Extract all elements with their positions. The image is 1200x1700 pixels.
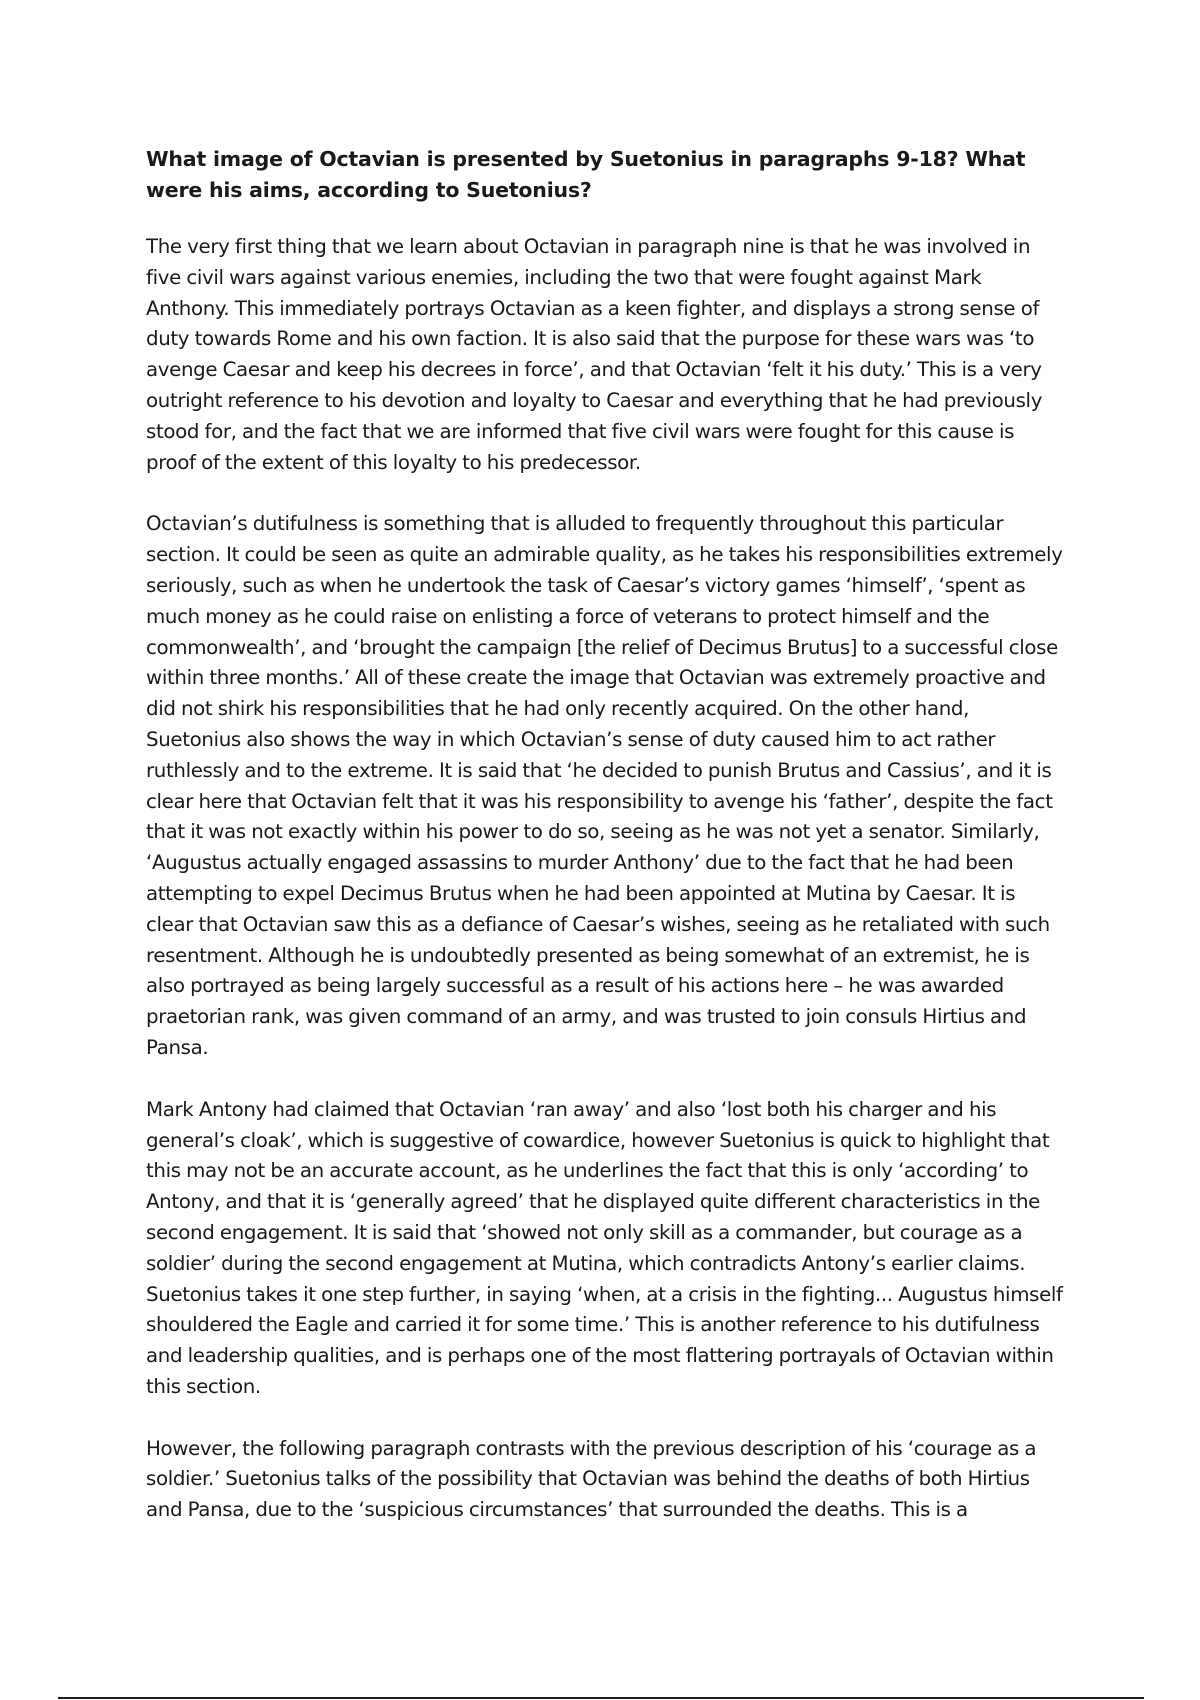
essay-question-heading: What image of Octavian is presented by Suetonius in paragraphs 9-18? What were his aims, according to Suetonius? (146, 147, 1026, 202)
paragraph-2: Octavian’s dutifulness is something that is alluded to frequently throughout this particular section. It could be seen as quite an admirable quality, as he takes his responsibilities extremely seriously, such as when he undertook the task of Caesar’s victory games ‘himself’, ‘spent as much money as he could raise on enlisting a force of veterans to protect himself and the commonwealth’, and ‘brought the campaign [the relief of Decimus Brutus] to a successful close within three months.’ All of these create the image that Octavian was extremely proactive and did not shirk his responsibilities that he had only recently acquired. On the other hand, Suetonius also shows the way in which Octavian’s sense of duty caused him to act rather ruthlessly and to the extreme. It is said that ‘he decided to punish Brutus and Cassius’, and it is clear here that Octavian felt that it was his responsibility to avenge his ‘father’, despite the fact that it was not exactly within his power to do so, seeing as he was not yet a senator. Similarly, ‘Augustus actually engaged assassins to murder Anthony’ due to the fact that he had been attempting to expel Decimus Brutus when he had been appointed at Mutina by Caesar. It is clear that Octavian saw this as a defiance of Caesar’s wishes, seeing as he retaliated with such resentment. Although he is undoubtedly presented as being somewhat of an extremist, he is also portrayed as being largely successful as a result of his actions here – he was awarded praetorian rank, was given command of an army, and was trusted to join consuls Hirtius and Pansa. (146, 512, 1063, 1059)
paragraph-3: Mark Antony had claimed that Octavian ‘ran away’ and also ‘lost both his charger and his general’s cloak’, which is suggestive of cowardice, however Suetonius is quick to highlight that this may not be an accurate account, as he underlines the fact that this is only ‘according’ to Antony, and that it is ‘generally agreed’ that he displayed quite different characteristics in the second engagement. It is said that ‘showed not only skill as a commander, but courage as a soldier’ during the second engagement at Mutina, which contradicts Antony’s earlier claims. Suetonius takes it one step further, in saying ‘when, at a crisis in the fighting... Augustus himself shouldered the Eagle and carried it for some time.’ This is another reference to his dutifulness and leadership qualities, and is perhaps one of the most flattering portrayals of Octavian within this section. (146, 1097, 1063, 1398)
paragraph-4: However, the following paragraph contrasts with the previous description of his ‘courage as a soldier.’ Suetonius talks of the possibility that Octavian was behind the deaths of both Hirtius and Pansa, due to the ‘suspicious circumstances’ that surrounded the deaths. This is a (146, 1436, 1037, 1522)
document-page (146, 144, 1066, 1557)
paragraph-1: The very first thing that we learn about Octavian in paragraph nine is that he was involved in five civil wars against various enemies, including the two that were fought against Mark Anthony. This immediately portrays Octavian as a keen fighter, and displays a strong sense of duty towards Rome and his own faction. It is also said that the purpose for these wars was ‘to avenge Caesar and keep his decrees in force’, and that Octavian ‘felt it his duty.’ This is a very outright reference to his devotion and loyalty to Caesar and everything that he had previously stood for, and the fact that we are informed that five civil wars were fought for this cause is proof of the extent of this loyalty to his predecessor. (146, 235, 1043, 474)
footer-divider (58, 1697, 1144, 1699)
